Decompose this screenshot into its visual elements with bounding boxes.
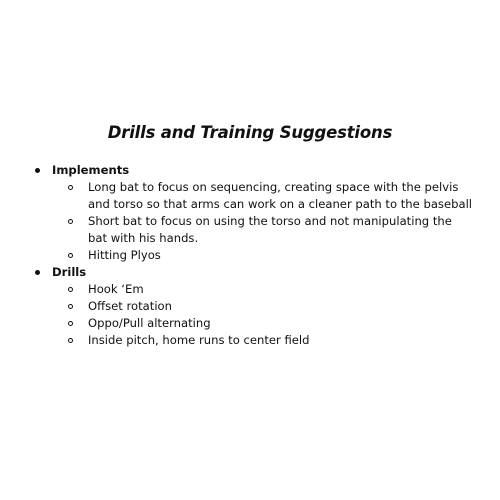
text-line: Long bat to focus on sequencing, creating space with the pelvis — [88, 180, 459, 194]
section-implements — [0, 162, 500, 264]
bullet-circle-icon — [68, 219, 73, 224]
text-line: bat with his hands. — [88, 231, 199, 245]
bullet-circle-icon — [68, 253, 73, 258]
bullet-disc-icon — [35, 270, 40, 275]
list-item — [88, 298, 486, 315]
section-label: Implements — [52, 163, 130, 177]
text-line: Offset rotation — [88, 299, 172, 313]
section-drills — [0, 264, 500, 349]
text-line: and torso so that arms can work on a cleaner path to the baseball — [88, 197, 473, 211]
list-item-text — [88, 315, 486, 332]
section-label: Drills — [52, 265, 87, 279]
sublist-drills — [52, 281, 500, 349]
list-item-text — [88, 298, 486, 315]
bullet-circle-icon — [68, 304, 73, 309]
list-item-text — [88, 281, 486, 298]
text-line: Hook ‘Em — [88, 282, 144, 296]
bullet-circle-icon — [68, 321, 73, 326]
list-item — [88, 213, 486, 247]
text-line: Oppo/Pull alternating — [88, 316, 211, 330]
bullet-circle-icon — [68, 287, 73, 292]
list-item-text — [88, 332, 486, 349]
page-title: Drills and Training Suggestions — [107, 123, 393, 142]
list-item — [88, 247, 486, 264]
list-item — [88, 315, 486, 332]
list-item-text — [88, 247, 486, 264]
list-item-text — [88, 213, 486, 247]
list-item — [88, 281, 486, 298]
list-item-text — [88, 179, 486, 213]
sublist-implements — [52, 179, 500, 264]
text-line: Short bat to focus on using the torso and not manipulating the — [88, 214, 452, 228]
text-line: Inside pitch, home runs to center field — [88, 333, 310, 347]
bullet-circle-icon — [68, 185, 73, 190]
list-item — [88, 332, 486, 349]
bullet-circle-icon — [68, 338, 73, 343]
text-line: Hitting Plyos — [88, 248, 161, 262]
list-item — [88, 179, 486, 213]
suggestions-list — [0, 162, 500, 349]
bullet-disc-icon — [35, 168, 40, 173]
